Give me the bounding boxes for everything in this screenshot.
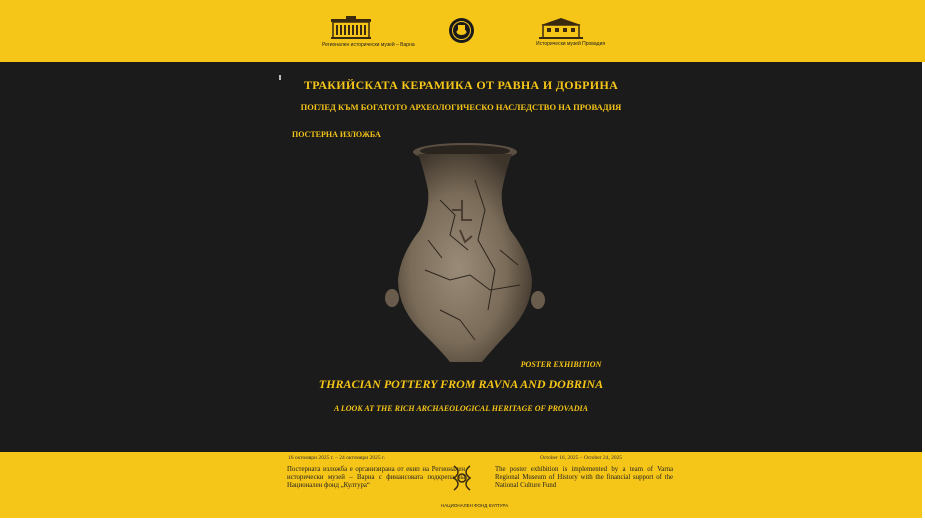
date-bg: 16 октомври 2025 г. – 24 октомври 2025 г.	[288, 455, 385, 461]
en-subtitle: A LOOK AT THE RICH ARCHAEOLOGICAL HERITAGE OF PROVADIA	[334, 404, 588, 413]
footer-text-bg: Постерната изложба е организирана от екип на Регионален исторически музей – Варна с финансовата подкрепа на Национален фонд „Култура“	[287, 466, 465, 489]
round-emblem-logo	[448, 17, 475, 44]
culture-fund-logo	[448, 462, 476, 504]
footer-text-en: The poster exhibition is implemented by a team of Varna Regional Museum of History with the financial support of the National Culture Fund	[495, 466, 673, 489]
en-exhibition-label: POSTER EXHIBITION	[520, 360, 602, 369]
bg-title: ТРАКИЙСКАТА КЕРАМИКА ОТ РАВНА И ДОБРИНА	[303, 78, 619, 92]
thracian-vessel-image	[380, 140, 550, 370]
bg-exhibition-label: ПОСТЕРНА ИЗЛОЖБА	[292, 130, 381, 139]
museum-provadia-caption: Исторически музей Провадия	[536, 41, 606, 47]
top-logo-band	[0, 0, 925, 62]
en-title: THRACIAN POTTERY FROM RAVNA AND DOBRINA	[318, 377, 604, 391]
museum-provadia-logo	[539, 18, 583, 40]
culture-fund-caption: НАЦИОНАЛЕН ФОНД КУЛТУРА	[441, 503, 509, 508]
museum-varna-caption: Регионален исторически музей – Варна	[322, 42, 415, 48]
bg-subtitle: ПОГЛЕД КЪМ БОГАТОТО АРХЕОЛОГИЧЕСКО НАСЛЕДСТВО НА ПРОВАДИЯ	[300, 102, 622, 112]
museum-varna-logo	[331, 16, 371, 40]
date-en: October 16, 2025 – October 24, 2025	[540, 455, 623, 461]
